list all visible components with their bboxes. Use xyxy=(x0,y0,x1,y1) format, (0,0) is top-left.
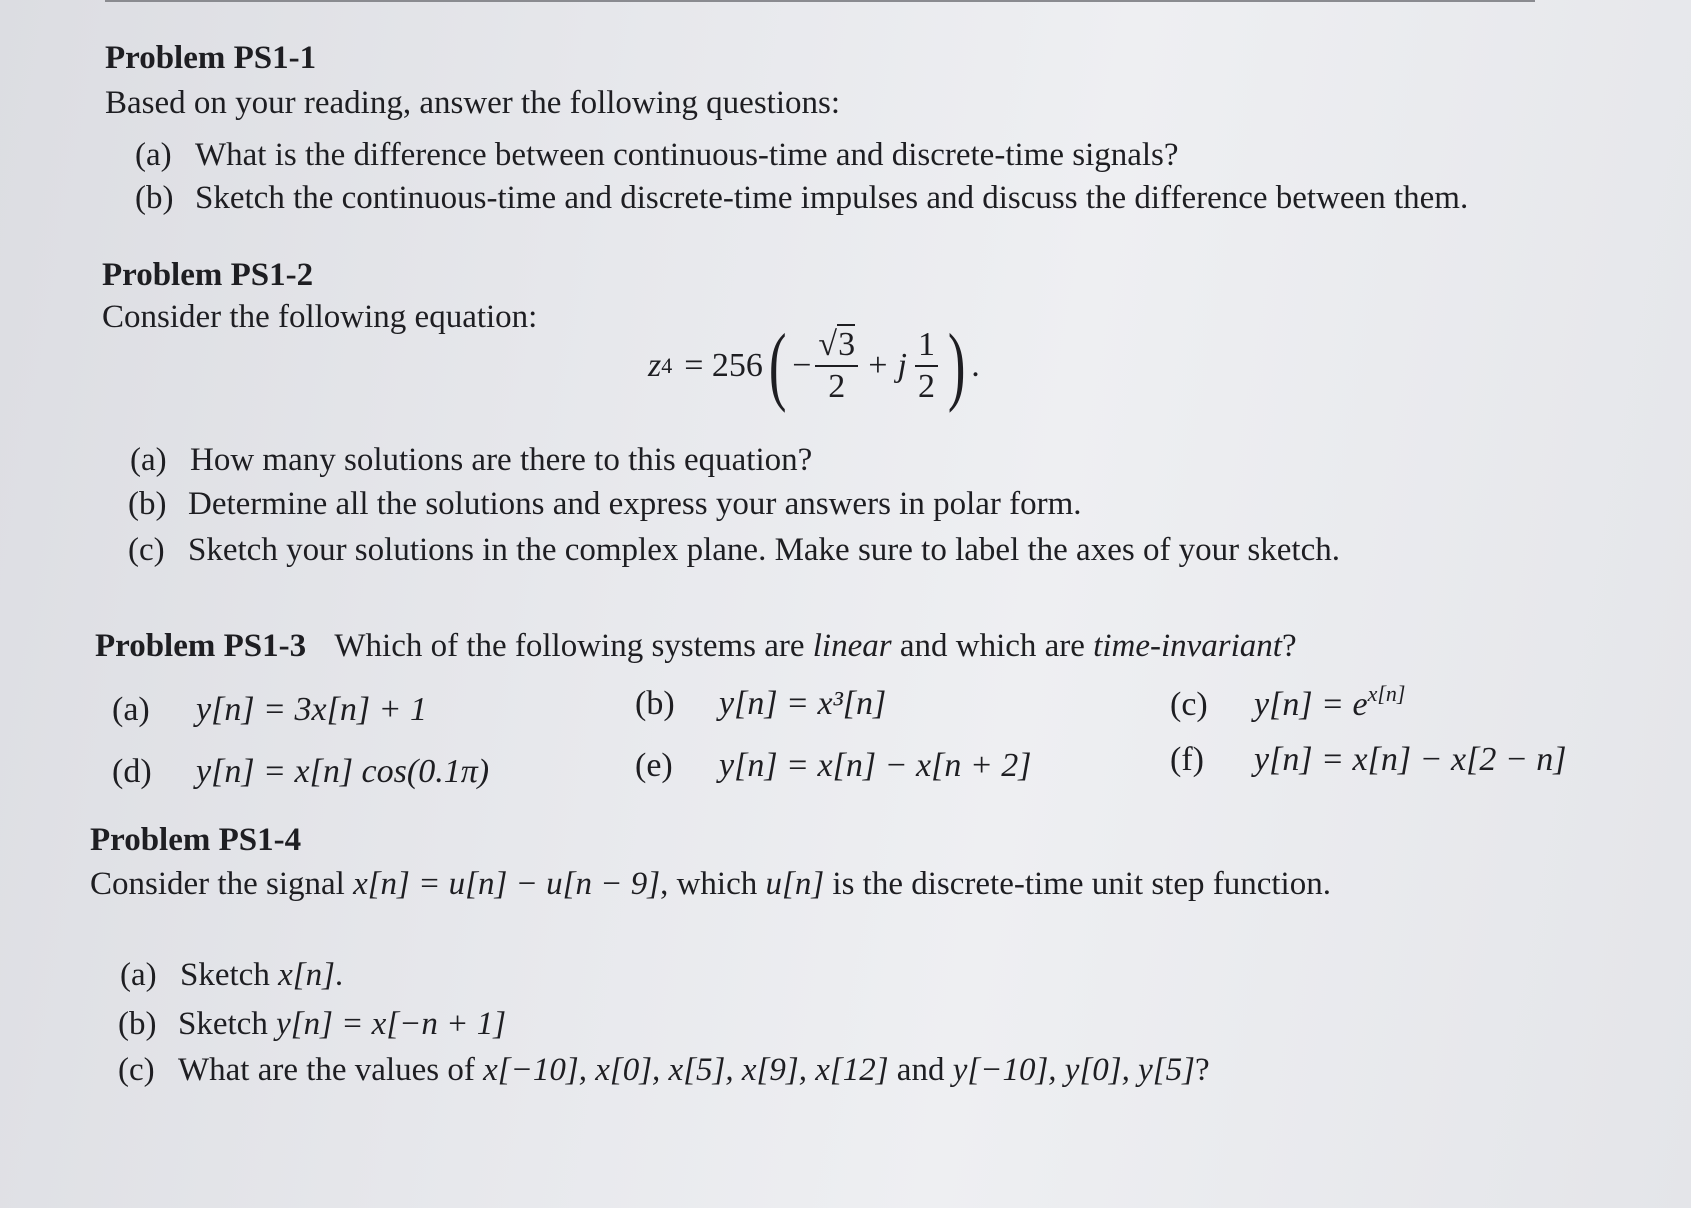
ps3-system-d xyxy=(112,752,489,792)
ps3-system-b-expr: y[n] = x³[n] xyxy=(719,685,887,722)
ps2-item-b xyxy=(128,484,1082,524)
eq-lhs-exp: 4 xyxy=(661,353,673,378)
ps1-item-b-text: Sketch the continuous-time and discrete-time impulses and discuss the difference between them. xyxy=(195,180,1469,216)
ps4-item-b-math: y[n] = x[−n + 1] xyxy=(276,1006,507,1042)
ps4-item-c-pre: What are the values of xyxy=(178,1052,484,1088)
ps4-item-c-mid: and xyxy=(888,1052,953,1088)
ps4-item-a-post: . xyxy=(334,957,344,993)
ps3-q-mid: and which are xyxy=(891,628,1094,664)
eq-minus: − xyxy=(792,347,812,384)
ps4-item-c xyxy=(118,1050,1210,1090)
ps3-system-c-exp: x[n] xyxy=(1367,681,1406,706)
ps3-q-linear: linear xyxy=(812,628,892,664)
ps3-header xyxy=(95,626,1297,666)
ps3-system-a xyxy=(112,690,427,730)
eq-frac1-den: 2 xyxy=(828,368,846,405)
ps1-item-a xyxy=(135,135,1179,175)
ps3-system-a-label: (a) xyxy=(112,691,150,728)
ps2-item-b-label: (b) xyxy=(128,486,167,522)
ps3-system-e xyxy=(635,746,1032,786)
eq-frac1-num: √3 xyxy=(815,325,858,367)
ps1-title: Problem PS1-1 xyxy=(105,40,317,76)
ps4-item-a xyxy=(120,955,343,995)
ps4-item-a-math: x[n] xyxy=(278,957,335,993)
ps4-item-b-label: (b) xyxy=(118,1006,157,1042)
ps4-intro xyxy=(90,864,1331,904)
ps3-q-ti: time-invariant xyxy=(1093,628,1282,664)
ps3-q-pre: Which of the following systems are xyxy=(334,628,813,664)
ps4-title: Problem PS1-4 xyxy=(90,822,302,858)
ps2-title: Problem PS1-2 xyxy=(102,257,314,293)
ps3-title: Problem PS1-3 xyxy=(95,628,307,664)
ps3-system-b-label: (b) xyxy=(635,685,675,722)
ps2-item-c-text: Sketch your solutions in the complex plane. Make sure to label the axes of your sketch. xyxy=(188,532,1340,568)
ps2-item-b-text: Determine all the solutions and express your answers in polar form. xyxy=(188,486,1082,522)
eq-frac-sqrt3-over-2 xyxy=(815,325,858,407)
ps3-system-f-expr: y[n] = x[n] − x[2 − n] xyxy=(1254,741,1567,778)
ps3-system-e-label: (e) xyxy=(635,747,673,784)
ps4-item-a-pre: Sketch xyxy=(180,957,279,993)
eq-frac-1-over-2 xyxy=(915,325,938,407)
ps4-item-b xyxy=(118,1004,506,1044)
ps3-system-d-label: (d) xyxy=(112,753,152,790)
ps4-intro-pre: Consider the signal xyxy=(90,866,354,902)
ps4-item-b-pre: Sketch xyxy=(178,1006,277,1042)
ps2-item-c xyxy=(128,530,1340,570)
eq-frac2-den: 2 xyxy=(917,368,935,405)
ps2-equation xyxy=(648,317,980,414)
ps1-item-b xyxy=(135,178,1468,218)
ps1-item-b-label: (b) xyxy=(135,180,174,216)
ps2-item-a-label: (a) xyxy=(130,442,167,478)
ps3-system-c-label: (c) xyxy=(1170,686,1208,723)
ps4-item-c-math2: y[−10], y[0], y[5] xyxy=(952,1052,1195,1088)
ps2-item-c-label: (c) xyxy=(128,532,165,568)
ps4-item-c-label: (c) xyxy=(118,1052,155,1088)
ps2-item-a xyxy=(130,440,812,480)
eq-period: . xyxy=(971,347,980,384)
ps1-item-a-label: (a) xyxy=(135,137,172,173)
ps1-item-a-text: What is the difference between continuous-time and discrete-time signals? xyxy=(195,137,1179,173)
eq-frac2-num: 1 xyxy=(915,325,938,367)
ps4-intro-mid: , which xyxy=(660,866,766,902)
eq-frac1-radicand: 3 xyxy=(838,326,856,363)
eq-plus-j: + j xyxy=(866,347,907,384)
eq-close-paren: ) xyxy=(947,317,966,414)
eq-open-paren: ( xyxy=(768,317,787,414)
ps2-intro: Consider the following equation: xyxy=(102,299,538,335)
ps3-system-e-expr: y[n] = x[n] − x[n + 2] xyxy=(719,747,1032,784)
ps4-intro-post: is the discrete-time unit step function. xyxy=(824,866,1331,902)
eq-lhs: z xyxy=(648,347,662,384)
ps4-intro-math2: u[n] xyxy=(765,866,825,902)
ps3-system-b xyxy=(635,684,886,724)
top-rule xyxy=(105,0,1535,2)
ps3-system-a-expr: y[n] = 3x[n] + 1 xyxy=(196,691,427,728)
ps4-item-c-math: x[−10], x[0], x[5], x[9], x[12] xyxy=(483,1052,889,1088)
ps3-system-c-expr: y[n] = e xyxy=(1254,686,1368,723)
ps3-system-d-expr: y[n] = x[n] cos(0.1π) xyxy=(196,753,490,790)
ps3-system-f xyxy=(1170,740,1567,780)
ps4-intro-math: x[n] = u[n] − u[n − 9] xyxy=(353,866,661,902)
ps4-item-c-post: ? xyxy=(1194,1052,1210,1088)
ps3-system-c xyxy=(1170,674,1405,725)
ps3-system-f-label: (f) xyxy=(1170,741,1204,778)
ps3-q-end: ? xyxy=(1281,628,1297,664)
ps2-item-a-text: How many solutions are there to this equation? xyxy=(190,442,813,478)
ps1-intro: Based on your reading, answer the following questions: xyxy=(105,85,841,121)
ps4-item-a-label: (a) xyxy=(120,957,157,993)
eq-equals-256: = 256 xyxy=(684,347,763,384)
